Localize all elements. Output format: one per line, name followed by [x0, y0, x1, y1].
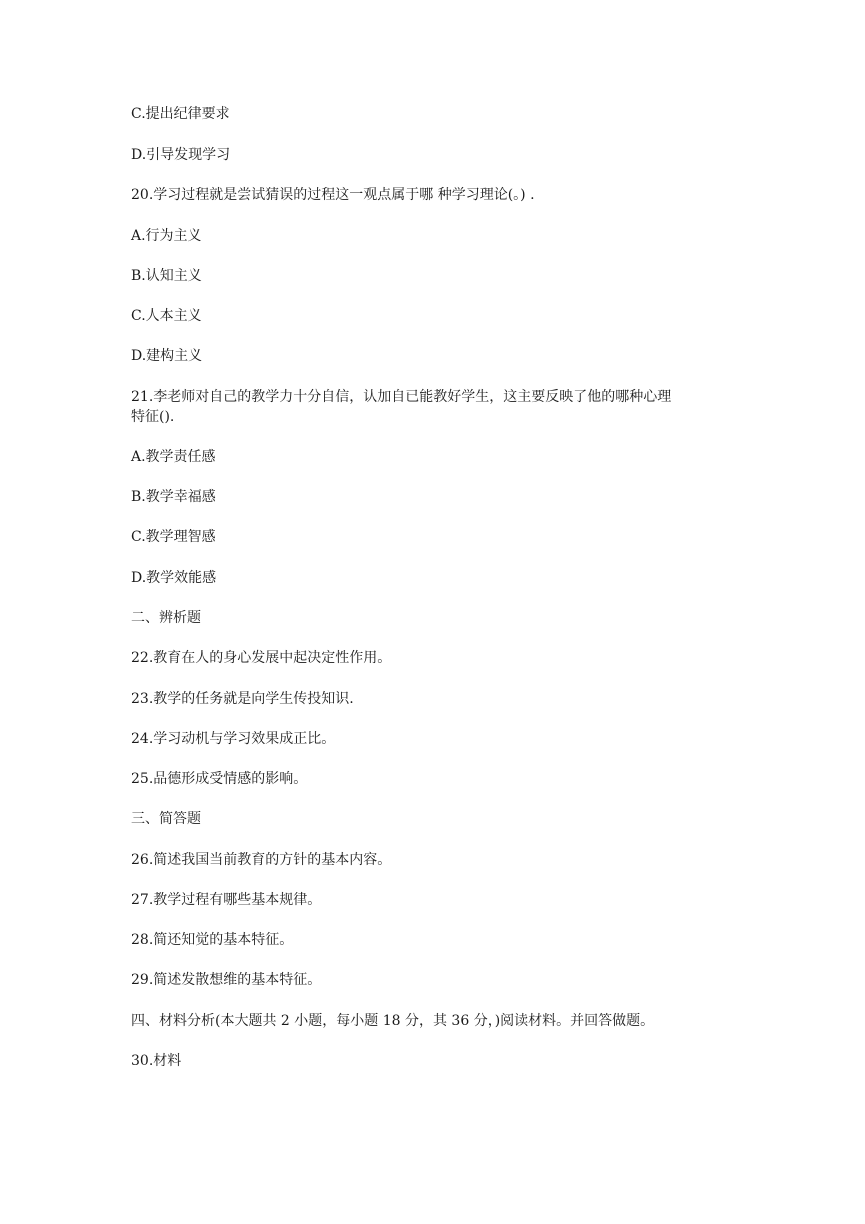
question-30: 30.材料	[131, 1053, 182, 1069]
question-21-line1: 21.李老师对自己的教学力十分自信，认加自已能教好学生，这主要反映了他的哪种心理	[131, 389, 672, 405]
question-25: 25.品德形成受情感的影响。	[131, 771, 308, 787]
question-23: 23.教学的任务就是向学生传投知识.	[131, 691, 354, 707]
question-21-line2: 特征().	[131, 409, 175, 425]
section-heading-4: 四、材料分析(本大题共 2 小题，每小题 18 分，其 36 分，)阅读材料。并回答做题。	[131, 1013, 655, 1029]
question-26: 26.简述我国当前教育的方针的基本内容。	[131, 852, 392, 868]
question-27: 27.教学过程有哪些基本规律。	[131, 892, 322, 908]
option-20d: D.建构主义	[131, 348, 203, 364]
option-20a: A.行为主义	[131, 228, 202, 244]
question-20: 20.学习过程就是尝试猜误的过程这一观点属于哪 种学习理论(。) .	[131, 187, 535, 203]
option-21c: C.教学理智感	[131, 529, 216, 545]
option-20b: B.认知主义	[131, 268, 202, 284]
question-22: 22.教育在人的身心发展中起决定性作用。	[131, 650, 392, 666]
option-21d: D.教学效能感	[131, 570, 217, 586]
question-24: 24.学习动机与学习效果成正比。	[131, 731, 336, 747]
option-21a: A.教学责任感	[131, 449, 216, 465]
option-20c: C.人本主义	[131, 308, 202, 324]
section-heading-2: 二、辨析题	[131, 610, 201, 626]
section-heading-3: 三、简答题	[131, 811, 201, 827]
question-28: 28.简还知觉的基本特征。	[131, 932, 294, 948]
option-19d: D.引导发现学习	[131, 147, 231, 163]
question-29: 29.简述发散想维的基本特征。	[131, 972, 322, 988]
option-19c: C.提出纪律要求	[131, 106, 230, 122]
option-21b: B.教学幸福感	[131, 489, 216, 505]
